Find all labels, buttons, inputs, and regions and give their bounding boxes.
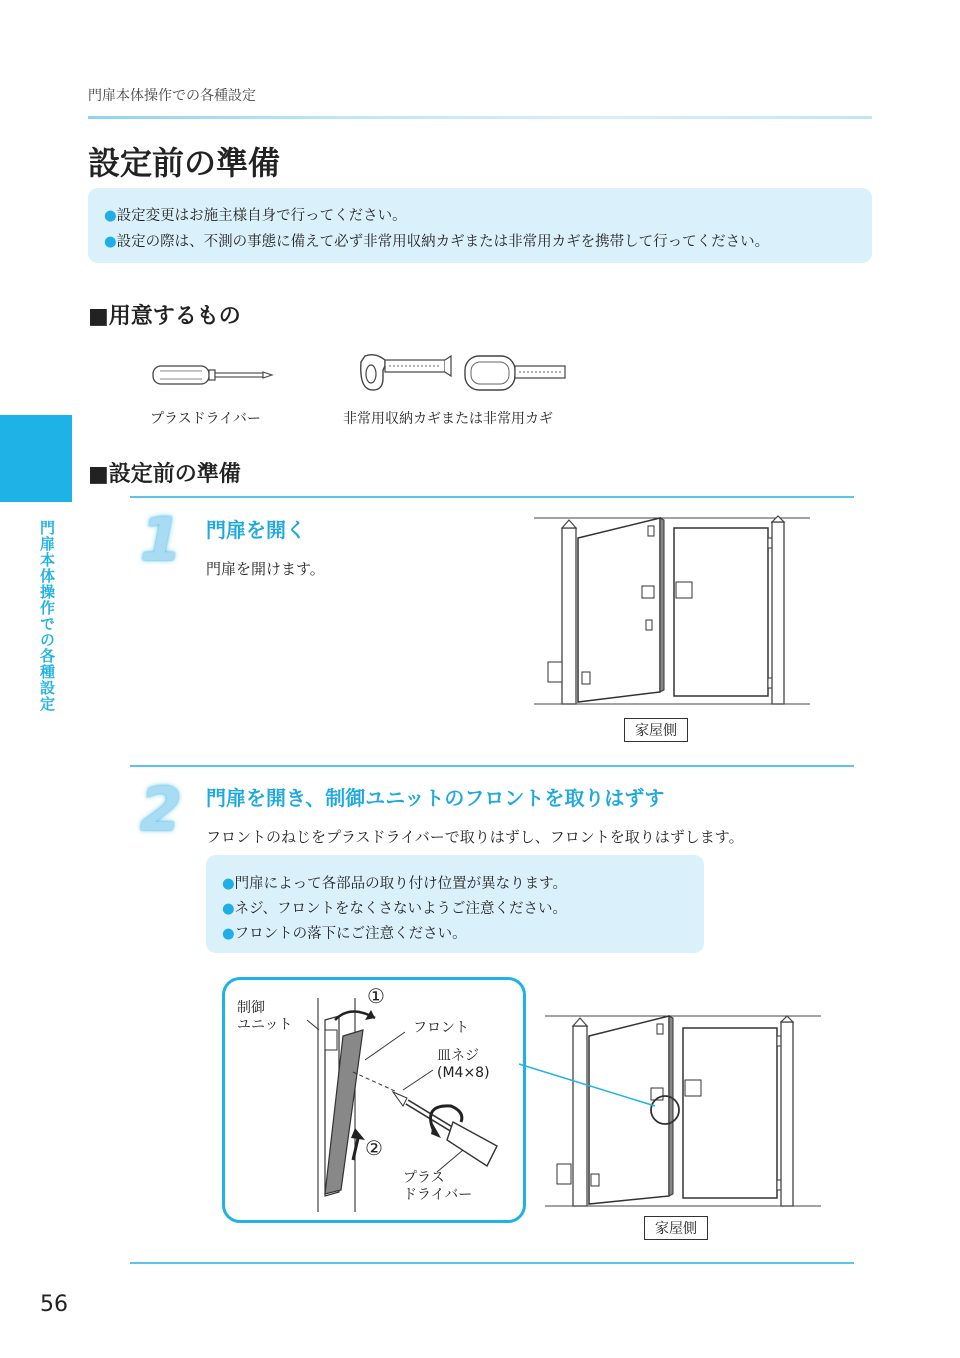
bullet-icon: ● [222, 876, 235, 892]
keys-caption: 非常用収納カギまたは非常用カギ [343, 411, 553, 427]
step1-rule [130, 496, 854, 498]
front-removal-callout [222, 977, 526, 1223]
step2-body: フロントのねじをプラスドライバーで取りはずし、フロントを取りはずします。 [206, 828, 744, 846]
step2-title: 門扉を開き、制御ユニットのフロントを取りはずす [206, 786, 665, 810]
label-driver: プラス ドライバー [403, 1170, 473, 1203]
step2-notes-box [206, 855, 704, 953]
step2-note-1: ●門扉によって各部品の取り付け位置が異なります。 [222, 876, 567, 892]
step2-rule [130, 765, 854, 767]
step2-number: 2 [140, 775, 182, 845]
screwdriver-caption: プラスドライバー [150, 411, 261, 427]
step2-note-2: ●ネジ、フロントをなくさないようご注意ください。 [222, 901, 567, 917]
page-title: 設定前の準備 [88, 144, 281, 182]
screwdriver-icon [150, 360, 274, 390]
callout-connector [515, 1060, 675, 1120]
step1-house-label: 家屋側 [624, 718, 688, 742]
marker-1: ① [367, 984, 385, 1008]
label-front: フロント [413, 1020, 469, 1036]
step1-title: 門扉を開く [206, 518, 306, 542]
gate-open-illustration [532, 512, 814, 712]
step2-house-label: 家屋側 [644, 1216, 708, 1240]
label-screw: 皿ネジ (M4×8) [437, 1048, 490, 1081]
prepare-title: ■用意するもの [88, 304, 241, 329]
side-tab-label: 門扉本体操作での各種設定 [38, 520, 56, 712]
step2-note-3: ●フロントの落下にご注意ください。 [222, 926, 467, 942]
notice-line-2: ●設定の際は、不測の事態に備えて必ず非常用収納カギまたは非常用カギを携帯して行ってください。 [104, 234, 770, 250]
step1-body: 門扉を開けます。 [206, 560, 325, 578]
header-rule [88, 116, 872, 119]
side-tab [0, 415, 72, 502]
bullet-icon: ● [104, 234, 117, 250]
steps-section-title: ■設定前の準備 [88, 462, 241, 487]
notice-box [88, 188, 872, 263]
bottom-rule [130, 1262, 854, 1264]
bullet-icon: ● [222, 901, 235, 917]
bullet-icon: ● [104, 208, 117, 224]
keys-icon [355, 350, 575, 398]
page-number: 56 [40, 1292, 68, 1317]
marker-2: ② [365, 1136, 383, 1160]
bullet-icon: ● [222, 926, 235, 942]
running-header: 門扉本体操作での各種設定 [88, 88, 256, 104]
label-control-unit: 制御 ユニット [237, 1000, 293, 1033]
step1-number: 1 [140, 505, 182, 575]
notice-line-1: ●設定変更はお施主様自身で行ってください。 [104, 208, 407, 224]
